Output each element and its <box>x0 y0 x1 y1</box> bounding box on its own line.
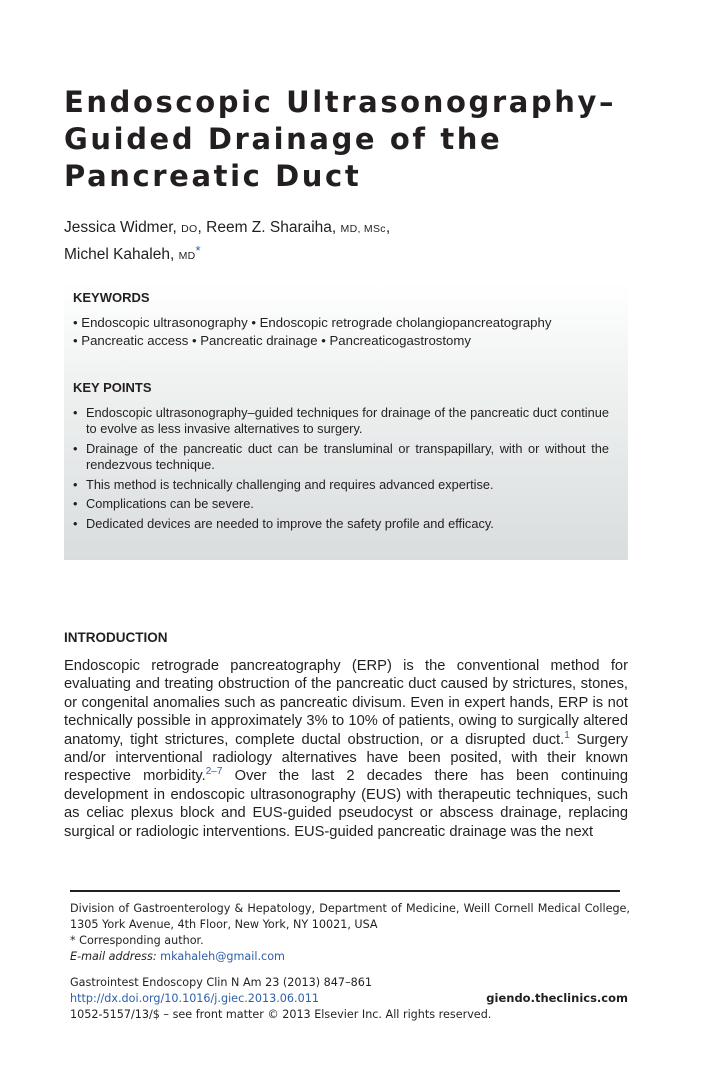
journal-citation: Gastrointest Endoscopy Clin N Am 23 (2013) 847–861 <box>70 976 372 989</box>
doi-link[interactable]: http://dx.doi.org/10.1016/j.giec.2013.06.011 <box>70 992 319 1005</box>
bullet-icon: • <box>73 516 78 532</box>
email-link[interactable]: mkahaleh@gmail.com <box>160 950 285 963</box>
key-point: • Drainage of the pancreatic duct can be transluminal or transpapillary, with or without the rendezvous technique. <box>73 440 609 472</box>
keywords-line: • Pancreatic access • Pancreatic drainage • Pancreaticogastrostomy <box>73 333 471 348</box>
key-point: • Complications can be severe. <box>73 496 254 512</box>
key-point: • This method is technically challenging and requires advanced expertise. <box>73 476 494 492</box>
key-points-heading: KEY POINTS <box>73 380 152 395</box>
corresponding-author-marker[interactable]: * <box>195 243 201 258</box>
author-degree: MD, MSc <box>340 223 386 235</box>
author-degree: DO <box>181 223 198 235</box>
keywords-keypoints-box <box>64 283 628 560</box>
author-degree: MD <box>178 250 196 262</box>
reference-link[interactable]: 1 <box>564 729 570 741</box>
bullet-icon: • <box>73 476 78 492</box>
footnote-divider <box>70 890 620 892</box>
bullet-icon: • <box>73 440 78 456</box>
email-line: E-mail address: mkahaleh@gmail.com <box>70 950 285 963</box>
author-name: Reem Z. Sharaiha, <box>206 219 337 236</box>
author-list <box>64 217 624 267</box>
author-line-2 <box>64 240 624 267</box>
keywords-heading: KEYWORDS <box>73 290 150 305</box>
key-point: • Dedicated devices are needed to improve the safety profile and efficacy. <box>73 516 494 532</box>
author-line-1: Jessica Widmer, DO, Reem Z. Sharaiha, MD, MSc, <box>64 219 391 236</box>
bullet-icon: • <box>73 496 78 512</box>
author-name: Jessica Widmer, <box>64 219 177 236</box>
affiliation: Division of Gastroenterology & Hepatology, Department of Medicine, Weill Cornell Medical College, 1305 York Avenue, 4th Floor, New York, NY 10021, USA <box>70 902 630 931</box>
footnotes <box>70 901 630 965</box>
keywords-line: • Endoscopic ultrasonography • Endoscopic retrograde cholangiopancreatography <box>73 315 552 330</box>
journal-website[interactable]: giendo.theclinics.com <box>486 991 628 1005</box>
copyright-line: 1052-5157/13/$ – see front matter © 2013 Elsevier Inc. All rights reserved. <box>70 1008 492 1021</box>
introduction-heading: INTRODUCTION <box>64 630 168 645</box>
reference-link[interactable]: 2–7 <box>205 766 223 778</box>
article-title: Endoscopic Ultrasonography– Guided Drainage of the Pancreatic Duct <box>64 85 617 193</box>
introduction-paragraph: Endoscopic retrograde pancreatography (ERP) is the conventional method for evaluating and treating obstruction of the pancreatic duct caused by strictures, stones, or congenital anomalies such as pancreatic divisum. Even in expert hands, ERP is not technically possible in approximately 3% to 10% of patients, owing to surgically altered anatomy, tight strictures, complete ductal obstruction, or a disrupted duct.$^1$ Surgery and/or interventional radiology alternatives have been posited, with their known respective morbidity.$^{2-7}$ Over the last 2 decades there has been continuing development in endoscopic ultrasonography (EUS) with therapeutic techniques, such as celiac plexus block and EUS-guided pseudocyst or abscess drainage, replacing surgical or radiologic interventions. EUS-guided pancreatic drainage was the next <box>64 658 628 840</box>
author-name: Michel Kahaleh, <box>64 246 175 263</box>
bullet-icon: • <box>73 405 78 420</box>
key-points-list <box>73 405 609 536</box>
key-point: • Endoscopic ultrasonography–guided techniques for drainage of the pancreatic duct continue to evolve as less invasive alternatives to surgery. <box>73 405 609 436</box>
corresponding-author-note: * Corresponding author. <box>70 934 204 947</box>
